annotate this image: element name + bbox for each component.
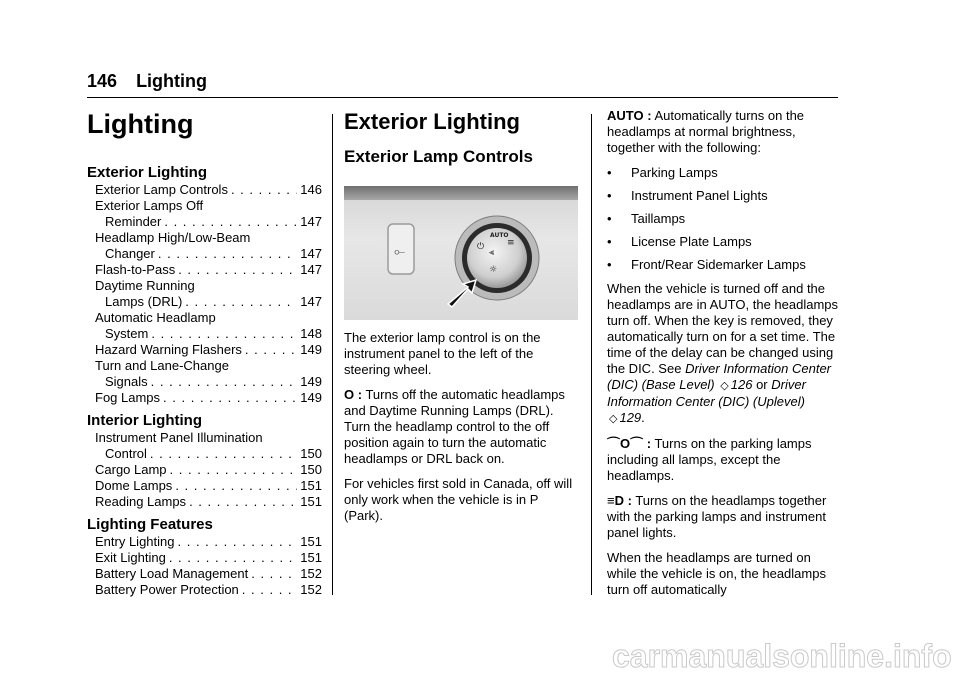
toc-entry-label: Entry Lighting [95,534,175,549]
auto-label: AUTO : [607,108,652,123]
toc-entry-label: Instrument Panel Illumination [95,430,263,445]
toc-page-number: 148 [300,326,322,341]
toc-page-number: 151 [300,534,322,549]
watermark-text: carmanualsonline.info [612,638,952,674]
toc-page-number: 150 [300,446,322,461]
toc-page-number: 150 [300,462,322,477]
auto-text: Automatically turns on the headlamps at normal brightness, together with the following: [607,108,805,155]
parking-text: Turns on the parking lamps including all lamps, except the headlamps. [607,436,812,483]
bullet-marker: • [607,188,612,203]
toc-entry-label: Control [105,446,147,461]
toc-entry-label: Flash-to-Pass [95,262,176,277]
toc-entry-label: Signals [105,374,148,389]
toc-entry-label: Cargo Lamp [95,462,167,477]
bullet-text: License Plate Lamps [631,234,752,249]
main-subheading: Exterior Lamp Controls [344,147,533,166]
toc-entry-label: Exterior Lamps Off [95,198,204,213]
header-section: Lighting [136,71,208,91]
toc-page-number: 147 [300,262,322,277]
bullet-marker: • [607,165,612,180]
parking-lamp-icon: ⌒O⌒ : [607,436,652,451]
knob-parking-icon: ≡ [507,238,515,248]
off-symbol: O : [344,387,363,402]
xref-arrow-icon: ◇ [720,380,729,392]
toc-entry-label: Hazard Warning Flashers [95,342,242,357]
toc-page-number: 147 [300,246,322,261]
toc-entry-label: System [105,326,149,341]
bullet-marker: • [607,257,612,272]
toc-page-number: 147 [300,294,322,309]
bullet-marker: • [607,234,612,249]
page-number: 146 [87,71,118,91]
toc-entry-label: Reading Lamps [95,494,187,509]
toc-entry-label: Daytime Running [95,278,195,293]
toc-entry-label: Battery Load Management [95,566,249,581]
final-paragraph: When the headlamps are turned on while the vehicle is on, the headlamps turn off automatically [607,550,826,597]
knob-auto-label: AUTO [490,232,509,239]
bullet-text: Front/Rear Sidemarker Lamps [631,257,806,272]
headlamp-icon: ≡D : [607,493,632,508]
toc-page-number: 151 [300,494,322,509]
toc-section-title: Interior Lighting [87,412,202,429]
bullet-text: Instrument Panel Lights [631,188,768,203]
toc-section-title: Exterior Lighting [87,164,207,181]
toc-page-number: 152 [300,582,322,597]
xref-dic-uplevel-page: 129 [619,410,642,425]
delay-paragraph: When the vehicle is turned off and the headlamps are in AUTO, the headlamps turn off. When the key is removed, they automatically turn on for a set time. The time of the delay can be changed using the DIC. See Driver Information Center (DIC) (Base Level) ◇ 126 or Driver Information Center (DIC) (Uplevel) ◇ 129. [607,281,839,425]
delay-text: When the vehicle is turned off and the headlamps are in AUTO, the headlamps turn off. When the key is removed, they automatically turn on for a set time. The time of the delay can be changed using the DIC. See [607,281,839,376]
toc-entry-label: Changer [105,246,155,261]
toc-page-number: 149 [300,342,322,357]
toc-entry-label: Lamps (DRL) [105,294,183,309]
toc-entry-label: Dome Lamps [95,478,173,493]
headlamp-text: Turns on the headlamps together with the parking lamps and instrument panel lights. [607,493,827,540]
toc-page-number: 149 [300,390,322,405]
toc-entry-label: Fog Lamps [95,390,161,405]
toc-page-number: 149 [300,374,322,389]
toc-entry-label: Battery Power Protection [95,582,239,597]
intro-paragraph: The exterior lamp control is on the instrument panel to the left of the steering wheel. [344,330,541,377]
toc-entry-label: Exit Lighting [95,550,166,565]
toc-title: Lighting [87,109,194,139]
knob-off-icon: ⏻ [477,242,485,252]
toc-section-title: Lighting Features [87,516,213,533]
toc-entry-label: Automatic Headlamp [95,310,216,325]
bullet-text: Parking Lamps [631,165,718,180]
toc-page-number: 152 [300,566,322,581]
toc-entry-label: Exterior Lamp Controls [95,182,228,197]
dimmer-icon: ⟜ [394,244,406,260]
xref-arrow-icon: ◇ [609,413,618,425]
knob-fog-icon: ⫷ [489,248,495,258]
toc-page-number: 146 [300,182,322,197]
xref-dic-uplevel-title: Driver Information Center (DIC) (Uplevel) [607,377,806,409]
toc-page-number: 151 [300,550,322,565]
xref-dic-base-title: Driver Information Center (DIC) (Base Level) [607,361,832,392]
bullet-marker: • [607,211,612,226]
off-text: Turns off the automatic headlamps and Daytime Running Lamps (DRL). Turn the headlamp control to the off position again to turn the automatic headlamps or DRL back on. [344,387,565,466]
xref-dic-base-page: 126 [730,377,753,392]
main-heading: Exterior Lighting [344,109,520,134]
knob-dimmer-icon: ☼ [489,265,498,275]
or-word: or [756,377,768,392]
toc-entry-label: Headlamp High/Low-Beam [95,230,251,245]
toc-entry-label: Turn and Lane-Change [95,358,229,373]
toc-entry-label: Reminder [105,214,162,229]
bullet-text: Taillamps [631,211,686,226]
canada-paragraph: For vehicles first sold in Canada, off will only work when the vehicle is in P (Park). [344,476,573,523]
toc-page-number: 147 [300,214,322,229]
toc-page-number: 151 [300,478,322,493]
